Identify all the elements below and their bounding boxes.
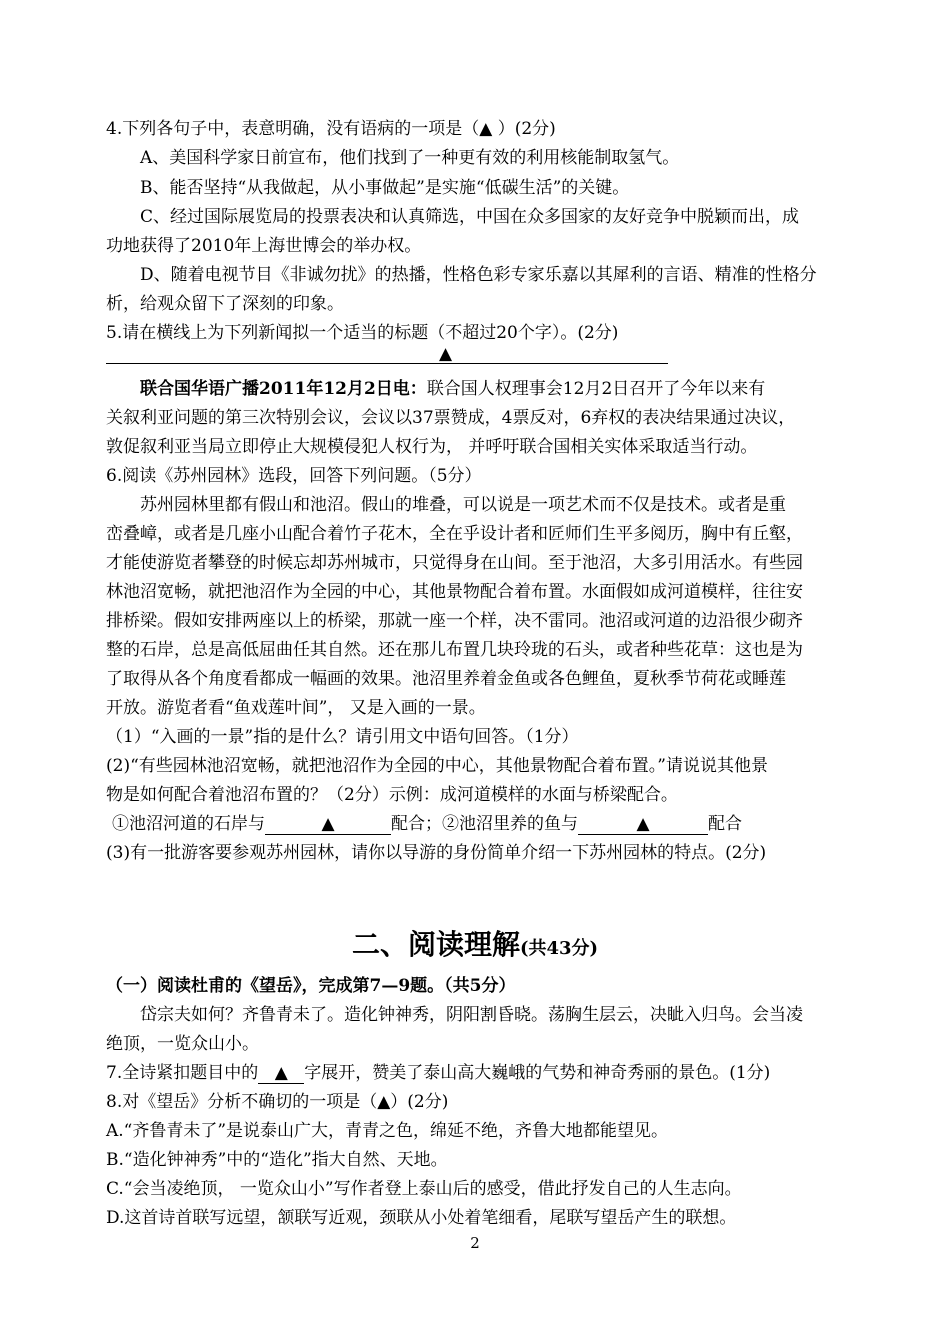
q6-fill-text-b: 配合；②池沼里养的鱼与 bbox=[391, 814, 578, 834]
q6-passage-line7: 了取得从各个角度看都成一幅画的效果。池沼里养着金鱼或各色鲤鱼，夏秋季节荷花或睡莲 bbox=[106, 669, 786, 689]
q7-blank[interactable]: ▲ bbox=[258, 1063, 304, 1084]
q6-stem: 6.阅读《苏州园林》选段，回答下列问题。（5分） bbox=[106, 466, 482, 486]
q6-sub2-line2: 物是如何配合着池沼布置的？（2分）示例：成河道模样的水面与桥梁配合。 bbox=[106, 785, 678, 805]
q6-sub1: （1）“入画的一景”指的是什么？请引用文中语句回答。（1分） bbox=[106, 727, 579, 747]
q6-fill-text-a: ①池沼河道的石岸与 bbox=[112, 814, 265, 834]
poem-line2: 绝顶，一览众山小。 bbox=[106, 1034, 259, 1054]
q8-option-d: D.这首诗首联写远望，颔联写近观，颈联从小处着笔细看，尾联写望岳产生的联想。 bbox=[106, 1208, 737, 1228]
q7-text-b: 字展开，赞美了泰山高大巍峨的气势和神奇秀丽的景色。(1分) bbox=[304, 1063, 771, 1083]
section-2-title bbox=[0, 928, 950, 966]
q6-fill-blank-2[interactable]: ▲ bbox=[578, 814, 708, 835]
q6-passage-line5: 排桥梁。假如安排两座以上的桥梁，那就一座一个样，决不雷同。池沼或河道的边沿很少砌齐 bbox=[106, 611, 803, 631]
section-2-title-text: 二、阅读理解 bbox=[351, 928, 520, 961]
part1-heading: （一）阅读杜甫的《望岳》，完成第7—9题。（共5分） bbox=[106, 976, 516, 996]
q5-answer-blank-marker: ▲ bbox=[439, 344, 453, 364]
q4-option-b: B、能否坚持“从我做起，从小事做起”是实施“低碳生活”的关键。 bbox=[140, 178, 630, 198]
q4-option-a: A、美国科学家日前宣布，他们找到了一种更有效的利用核能制取氢气。 bbox=[140, 148, 680, 168]
page-number: 2 bbox=[470, 1234, 480, 1252]
q6-fill-text-c: 配合 bbox=[708, 814, 742, 834]
q5-news-text1: 联合国人权理事会12月2日召开了今年以来有 bbox=[426, 379, 766, 399]
q6-passage-line4: 林池沼宽畅，就把池沼作为全园的中心，其他景物配合着布置。水面假如成河道模样，往往安 bbox=[106, 582, 803, 602]
q8-stem: 8.对《望岳》分析不确切的一项是（▲）(2分) bbox=[106, 1092, 449, 1112]
q6-fill-blank-1[interactable]: ▲ bbox=[265, 814, 391, 835]
q5-news-line1 bbox=[140, 378, 765, 400]
section-2-score: (共43分) bbox=[519, 938, 599, 959]
q6-sub3: (3)有一批游客要参观苏州园林，请你以导游的身份简单介绍一下苏州园林的特点。(2分) bbox=[106, 843, 767, 863]
q5-news-line3: 敦促叙利亚当局立即停止大规模侵犯人权行为， 并呼吁联合国相关实体采取适当行动。 bbox=[106, 437, 758, 457]
q4-stem: 4.下列各句子中，表意明确，没有语病的一项是（▲ ）(2分) bbox=[106, 119, 556, 139]
q6-passage-line1: 苏州园林里都有假山和池沼。假山的堆叠，可以说是一项艺术而不仅是技术。或者是重 bbox=[140, 495, 786, 515]
q5-news-line2: 关叙利亚问题的第三次特别会议，会议以37票赞成，4票反对，6弃权的表决结果通过决议， bbox=[106, 408, 796, 428]
q6-fill-line bbox=[112, 813, 742, 835]
q4-option-c-line2: 功地获得了2010年上海世博会的举办权。 bbox=[106, 236, 422, 256]
q8-option-c: C.“会当凌绝顶， 一览众山小”写作者登上泰山后的感受，借此抒发自己的人生志向。 bbox=[106, 1179, 742, 1199]
q6-sub2-line1: (2)“有些园林池沼宽畅，就把池沼作为全园的中心，其他景物配合着布置。”请说说其他景 bbox=[106, 756, 768, 776]
q7 bbox=[106, 1062, 770, 1084]
q4-option-d-line2: 析，给观众留下了深刻的印象。 bbox=[106, 294, 344, 314]
q8-option-b: B.“造化钟神秀”中的“造化”指大自然、天地。 bbox=[106, 1150, 448, 1170]
q4-option-d-line1: D、随着电视节目《非诚勿扰》的热播，性格色彩专家乐嘉以其犀利的言语、精准的性格分 bbox=[140, 265, 817, 285]
q7-text-a: 7.全诗紧扣题目中的 bbox=[106, 1063, 259, 1083]
q5-answer-line[interactable] bbox=[106, 363, 668, 364]
q5-news-lead: 联合国华语广播2011年12月2日电： bbox=[140, 379, 427, 399]
q6-passage-line8: 开放。游览者看“鱼戏莲叶间”， 又是入画的一景。 bbox=[106, 698, 486, 718]
poem-line1: 岱宗夫如何？齐鲁青未了。造化钟神秀，阴阳割昏晓。荡胸生层云，决眦入归鸟。会当凌 bbox=[140, 1005, 803, 1025]
q8-option-a: A.“齐鲁青未了”是说泰山广大，青青之色，绵延不绝，齐鲁大地都能望见。 bbox=[106, 1121, 669, 1141]
q6-passage-line3: 才能使游览者攀登的时候忘却苏州城市，只觉得身在山间。至于池沼，大多引用活水。有些园 bbox=[106, 553, 803, 573]
q5-stem: 5.请在横线上为下列新闻拟一个适当的标题（不超过20个字）。(2分) bbox=[106, 323, 619, 343]
q4-option-c-line1: C、经过国际展览局的投票表决和认真筛选，中国在众多国家的友好竞争中脱颖而出，成 bbox=[140, 207, 800, 227]
q6-passage-line2: 峦叠嶂，或者是几座小山配合着竹子花木，全在乎设计者和匠师们生平多阅历，胸中有丘壑， bbox=[106, 524, 803, 544]
q6-passage-line6: 整的石岸，总是高低屈曲任其自然。还在那儿布置几块玲珑的石头，或者种些花草：这也是为 bbox=[106, 640, 803, 660]
